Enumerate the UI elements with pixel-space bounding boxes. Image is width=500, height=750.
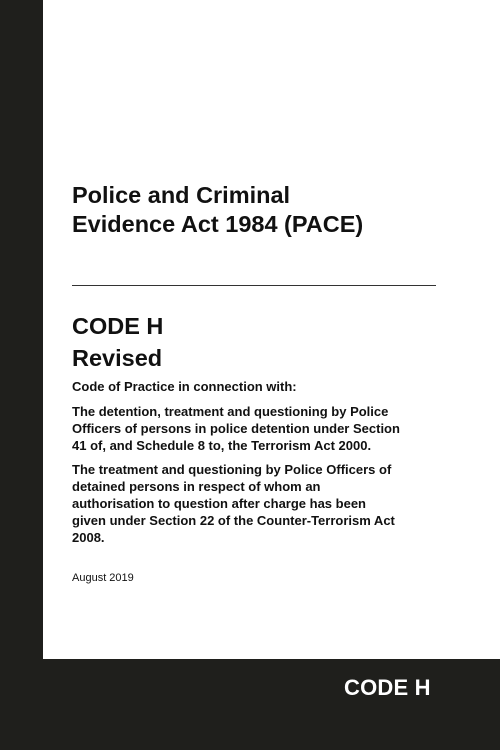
- footer-band: [0, 659, 500, 750]
- revision-status: Revised: [72, 345, 163, 371]
- title-line: Evidence Act 1984 (PACE): [72, 211, 364, 237]
- paragraph-line: detained persons in respect of whom an: [72, 479, 321, 494]
- intro-text: Code of Practice in connection with:: [72, 379, 297, 394]
- publication-date: August 2019: [72, 572, 134, 584]
- title-divider: [72, 285, 436, 286]
- title-line: Police and Criminal: [72, 182, 291, 208]
- paragraph-line: The detention, treatment and questioning by Police: [72, 404, 389, 419]
- document-title: [72, 181, 452, 239]
- description-paragraph: [72, 403, 452, 454]
- paragraph-line: The treatment and questioning by Police Officers of: [72, 462, 392, 477]
- paragraph-line: given under Section 22 of the Counter-Terrorism Act: [72, 513, 395, 528]
- left-spine-bar: [0, 0, 43, 750]
- description-paragraph: [72, 461, 452, 546]
- footer-code-label: CODE H: [344, 675, 431, 700]
- paragraph-line: Officers of persons in police detention under Section: [72, 421, 400, 436]
- paragraph-line: authorisation to question after charge has been: [72, 496, 366, 511]
- paragraph-line: 41 of, and Schedule 8 to, the Terrorism Act 2000.: [72, 438, 372, 453]
- code-heading: CODE H: [72, 313, 164, 339]
- paragraph-line: 2008.: [72, 530, 105, 545]
